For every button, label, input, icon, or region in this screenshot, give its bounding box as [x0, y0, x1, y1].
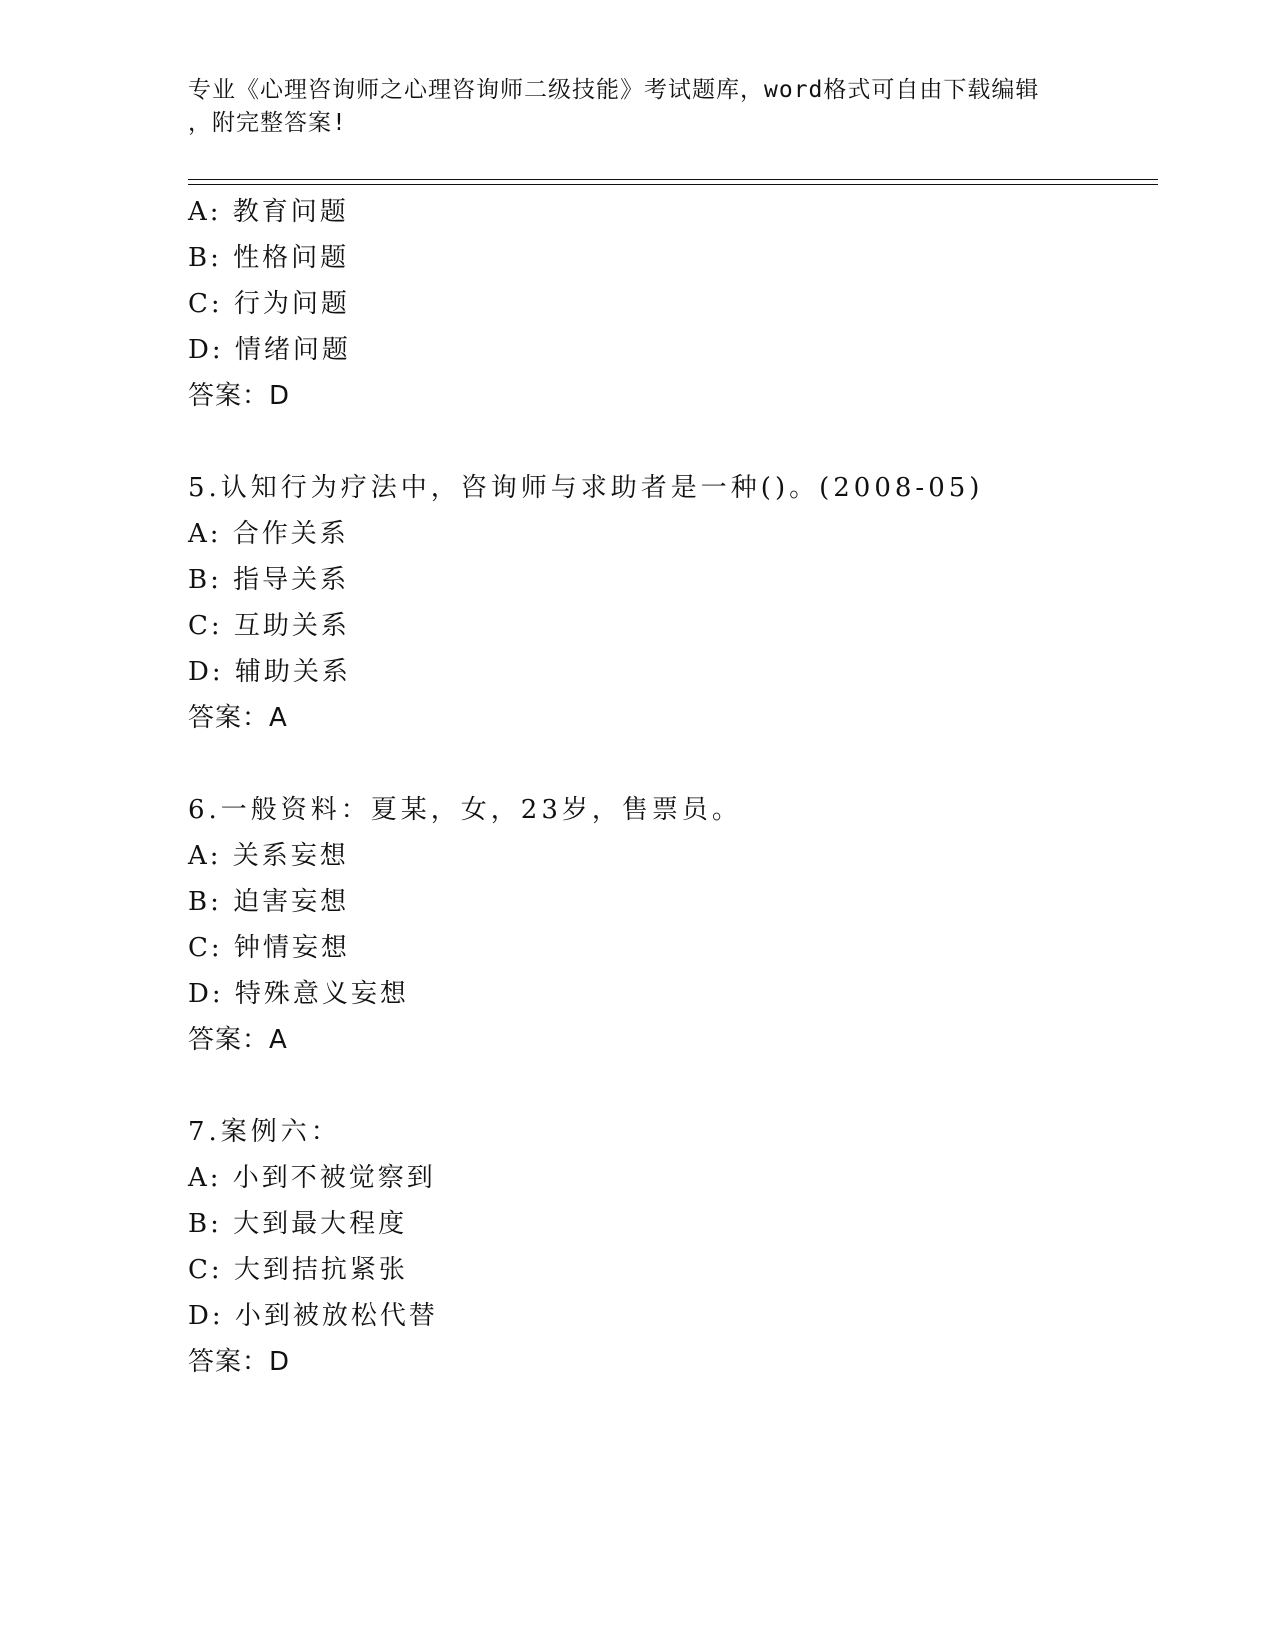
answer-line: 答案：D	[188, 1347, 291, 1377]
option-d: D: 辅助关系	[188, 657, 351, 687]
header-divider	[188, 179, 1158, 185]
option-d: D: 小到被放松代替	[188, 1301, 438, 1331]
question-block-6	[188, 787, 1158, 1063]
option-b: B: 性格问题	[188, 243, 350, 273]
question-list	[188, 189, 1158, 1385]
option-b: B: 指导关系	[188, 565, 350, 595]
option-c: C: 行为问题	[188, 289, 350, 319]
question-block-partial	[188, 189, 1158, 419]
option-b: B: 迫害妄想	[188, 887, 350, 917]
question-title: 5.认知行为疗法中，咨询师与求助者是一种()。(2008-05)	[188, 473, 984, 503]
header-line-1: 专业《心理咨询师之心理咨询师二级技能》考试题库，word格式可自由下载编辑	[188, 77, 1040, 103]
option-c: C: 互助关系	[188, 611, 350, 641]
option-d: D: 情绪问题	[188, 335, 351, 365]
question-title: 7.案例六：	[188, 1117, 341, 1147]
option-a: A: 小到不被觉察到	[188, 1163, 436, 1193]
answer-line: 答案：A	[188, 1025, 288, 1055]
document-header	[188, 74, 1068, 140]
option-c: C: 大到拮抗紧张	[188, 1255, 408, 1285]
option-c: C: 钟情妄想	[188, 933, 350, 963]
answer-line: 答案：D	[188, 381, 291, 411]
option-b: B: 大到最大程度	[188, 1209, 408, 1239]
answer-line: 答案：A	[188, 703, 288, 733]
option-d: D: 特殊意义妄想	[188, 979, 409, 1009]
question-title: 6.一般资料：夏某，女，23岁，售票员。	[188, 795, 742, 825]
question-block-5	[188, 465, 1158, 741]
question-block-7	[188, 1109, 1158, 1385]
option-a: A: 关系妄想	[188, 841, 349, 871]
option-a: A: 合作关系	[188, 519, 349, 549]
option-a: A: 教育问题	[188, 197, 349, 227]
header-line-2: ，附完整答案!	[188, 110, 347, 136]
